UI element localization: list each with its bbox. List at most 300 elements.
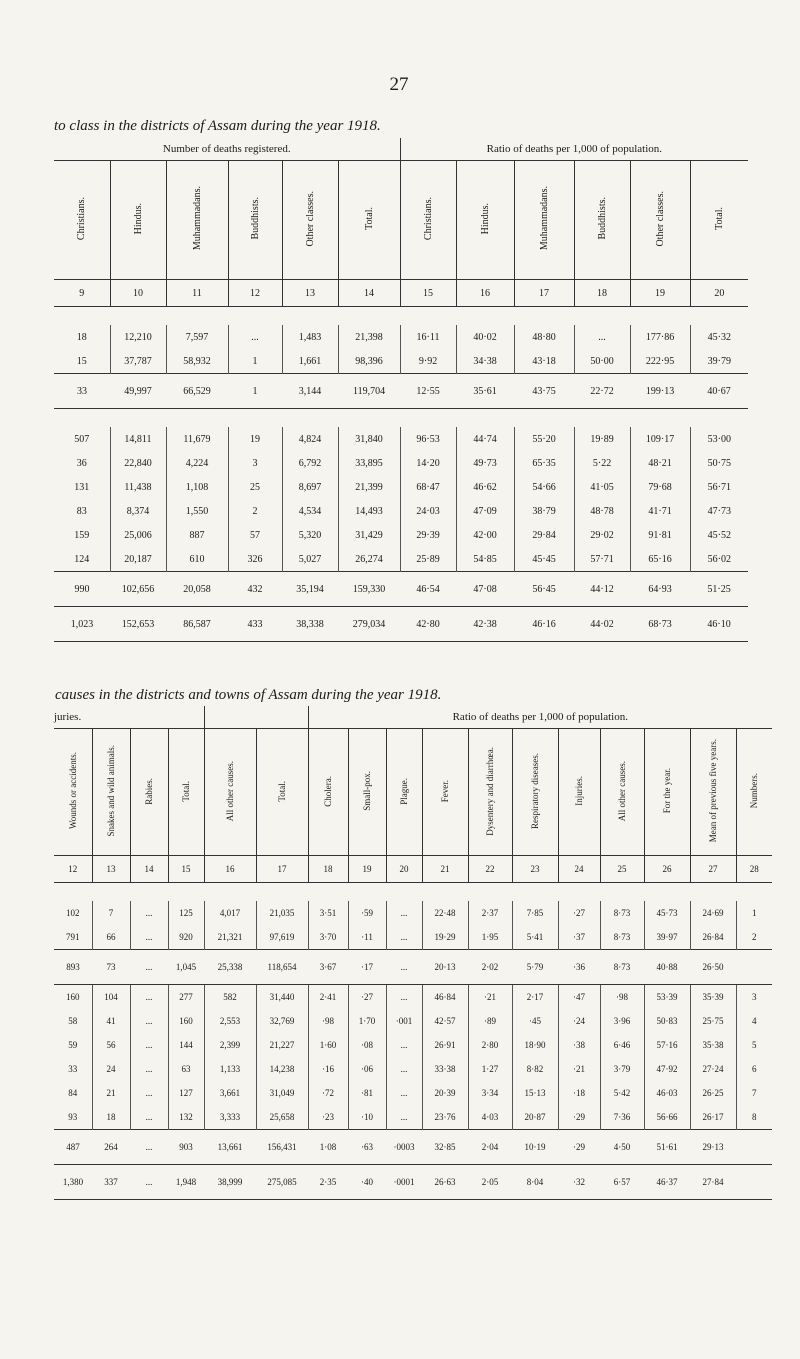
table-cell: ·37: [558, 925, 600, 950]
table-cell: 47·09: [456, 499, 514, 523]
table-cell: 33·38: [422, 1057, 468, 1081]
table-cell: 11,438: [110, 475, 166, 499]
table-cell: 38,999: [204, 1165, 256, 1200]
table-cell: 40·02: [456, 325, 514, 349]
table-row: [54, 427, 748, 451]
column-header: [736, 729, 772, 856]
table-cell: 5·79: [512, 950, 558, 985]
column-header: [422, 729, 468, 856]
table-cell: 44·12: [574, 572, 630, 607]
table-cell: 3·34: [468, 1081, 512, 1105]
table-cell: 19·29: [422, 925, 468, 950]
table-cell: 49,997: [110, 374, 166, 409]
table-cell: ·10: [348, 1105, 386, 1130]
table-cell: ·11: [348, 925, 386, 950]
table-row: [54, 901, 772, 925]
table-cell: 55·20: [514, 427, 574, 451]
column-header-label: Small-pox.: [362, 771, 373, 811]
table-cell: 14,238: [256, 1057, 308, 1081]
table-cell: 2·04: [468, 1130, 512, 1165]
table-cell: 57·16: [644, 1033, 690, 1057]
column-header: [644, 729, 690, 856]
table-cell: 33: [68, 1064, 78, 1074]
table-cell: 50·75: [690, 451, 748, 475]
table-cell: ·24: [558, 1009, 600, 1033]
table-cell: 26·84: [690, 925, 736, 950]
table-cell: 35·61: [456, 374, 514, 409]
table-cell: ·47: [558, 985, 600, 1010]
table-cell: 7·36: [600, 1105, 644, 1130]
column-header-label: Total.: [277, 780, 288, 802]
table-cell: ...: [228, 325, 282, 349]
column-number: 25: [600, 856, 644, 883]
table-cell: 66: [92, 925, 130, 950]
table-cell: ·21: [558, 1057, 600, 1081]
table-cell: 152,653: [110, 607, 166, 642]
table-cell: 5: [736, 1033, 772, 1057]
column-number: 23: [512, 856, 558, 883]
table-row: [54, 925, 772, 950]
table-cell: 8·82: [512, 1057, 558, 1081]
table-cell: ·16: [308, 1057, 348, 1081]
table-cell: 160: [168, 1009, 204, 1033]
table-cell: 44·74: [456, 427, 514, 451]
table-cell: 35,194: [282, 572, 338, 607]
column-header-label: Christians.: [76, 196, 88, 241]
table-row: [54, 547, 748, 572]
table-cell: 51·25: [690, 572, 748, 607]
column-header: [110, 161, 166, 280]
table-cell: 8,374: [110, 499, 166, 523]
table-row: [54, 985, 772, 1010]
table-cell: 54·66: [514, 475, 574, 499]
table-cell: 48·80: [514, 325, 574, 349]
table-cell: 57·71: [574, 547, 630, 572]
table-cell: 26·17: [690, 1105, 736, 1130]
column-header-label: Hindus.: [479, 202, 491, 235]
table-cell: 26·50: [690, 950, 736, 985]
table-cell: 68·47: [400, 475, 456, 499]
table-cell: 46·37: [644, 1165, 690, 1200]
table-cell: 24: [92, 1057, 130, 1081]
table-cell: 39·79: [690, 349, 748, 374]
table-cell: ·001: [386, 1009, 422, 1033]
table-cell: ...: [130, 1009, 168, 1033]
table-cell: 63: [168, 1057, 204, 1081]
table-cell: ·29: [558, 1105, 600, 1130]
column-header: [204, 729, 256, 856]
table-cell: 24·69: [690, 901, 736, 925]
column-header: [558, 729, 600, 856]
column-number: 12: [228, 280, 282, 307]
table-cell: 42·57: [422, 1009, 468, 1033]
table-cell: 1·95: [468, 925, 512, 950]
column-number: 14: [338, 280, 400, 307]
column-header-label: All other causes.: [617, 760, 628, 822]
table-cell: 14,493: [338, 499, 400, 523]
table-cell: 59: [68, 1040, 78, 1050]
table-cell: 6: [736, 1057, 772, 1081]
column-header: [386, 729, 422, 856]
table-cell: ·59: [348, 901, 386, 925]
table-cell: 23·76: [422, 1105, 468, 1130]
table-cell: 6·57: [600, 1165, 644, 1200]
column-number: 12: [54, 856, 92, 883]
table-cell: 34·38: [456, 349, 514, 374]
table-cell: 432: [228, 572, 282, 607]
table-cell: 53·00: [690, 427, 748, 451]
column-header: [130, 729, 168, 856]
table-cell: 20,187: [110, 547, 166, 572]
table-cell: 10·19: [512, 1130, 558, 1165]
table-cell: 893: [54, 950, 92, 985]
table-cell: ·23: [308, 1105, 348, 1130]
column-number: 14: [130, 856, 168, 883]
table-cell: ...: [386, 1033, 422, 1057]
column-number: 19: [348, 856, 386, 883]
table-cell: 33: [54, 374, 110, 409]
column-header-label: Respiratory diseases.: [530, 753, 541, 829]
table-cell: ...: [130, 1165, 168, 1200]
table-cell: 29·02: [574, 523, 630, 547]
table-cell: 4,534: [282, 499, 338, 523]
table-cell: 22,840: [110, 451, 166, 475]
table-cell: 222·95: [630, 349, 690, 374]
table-cell: 4: [736, 1009, 772, 1033]
table-cell: 1·70: [348, 1009, 386, 1033]
table-cell: 40·88: [644, 950, 690, 985]
table-cell: 7,597: [166, 325, 228, 349]
table-cell: 7: [736, 1081, 772, 1105]
table-cell: ·08: [348, 1033, 386, 1057]
table-cell: [736, 1165, 772, 1200]
column-header: [338, 161, 400, 280]
table-cell: [736, 1130, 772, 1165]
table-cell: 29·84: [514, 523, 574, 547]
table-cell: ·36: [558, 950, 600, 985]
table-cell: 25,658: [256, 1105, 308, 1130]
table-cell: ...: [386, 925, 422, 950]
column-header: [166, 161, 228, 280]
table-cell: ·81: [348, 1081, 386, 1105]
column-number: 20: [690, 280, 748, 307]
table-cell: ·32: [558, 1165, 600, 1200]
column-header: [400, 161, 456, 280]
table-cell: 1,133: [204, 1057, 256, 1081]
table-cell: 2·37: [468, 901, 512, 925]
table-cell: 15: [76, 355, 87, 367]
deaths-by-cause-table: [54, 706, 772, 1200]
table-cell: ...: [386, 1105, 422, 1130]
column-number: 16: [204, 856, 256, 883]
table-cell: 4,017: [204, 901, 256, 925]
top-table-heading: to class in the districts of Assam during the year 1918.: [54, 118, 381, 134]
group-header-ratio-causes: Ratio of deaths per 1,000 of population.: [308, 706, 772, 729]
column-number: 26: [644, 856, 690, 883]
column-header-label: Dysentery and diarrhœa.: [485, 746, 496, 836]
column-header-label: Mean of previous five years.: [708, 739, 719, 843]
table-cell: 65·35: [514, 451, 574, 475]
column-header-label: Muhammadans.: [191, 186, 203, 251]
table-cell: 125: [168, 901, 204, 925]
table-cell: ·98: [600, 985, 644, 1010]
table-cell: 3·96: [600, 1009, 644, 1033]
table-cell: 1,045: [168, 950, 204, 985]
table-cell: 41: [92, 1009, 130, 1033]
column-number: 15: [168, 856, 204, 883]
column-header-label: Plague.: [399, 777, 410, 805]
table-cell: ...: [574, 325, 630, 349]
column-header-label: Rabies.: [144, 777, 154, 805]
table-cell: 33,895: [338, 451, 400, 475]
table-cell: 102: [66, 908, 80, 918]
table-cell: 47·08: [456, 572, 514, 607]
table-cell: 18: [92, 1105, 130, 1130]
column-header: [630, 161, 690, 280]
table-cell: ...: [130, 901, 168, 925]
table-cell: 1·60: [308, 1033, 348, 1057]
table-cell: 118,654: [256, 950, 308, 985]
table-cell: 97,619: [256, 925, 308, 950]
table-cell: 1,661: [282, 349, 338, 374]
column-header-label: Numbers.: [749, 773, 760, 809]
table-cell: 3,333: [204, 1105, 256, 1130]
table-row: [54, 607, 748, 642]
table-cell: 20·13: [422, 950, 468, 985]
table-cell: 27·24: [690, 1057, 736, 1081]
table-cell: 83: [76, 505, 87, 517]
table-cell: 51·61: [644, 1130, 690, 1165]
table-cell: 2: [228, 499, 282, 523]
column-header: [54, 729, 92, 856]
column-number: 16: [456, 280, 514, 307]
table-cell: 45·45: [514, 547, 574, 572]
table-cell: 6,792: [282, 451, 338, 475]
bottom-table-heading: causes in the districts and towns of Assam during the year 1918.: [55, 687, 442, 703]
table-cell: 19: [228, 427, 282, 451]
table-cell: 16·11: [400, 325, 456, 349]
table-cell: 42·38: [456, 607, 514, 642]
column-header: [256, 729, 308, 856]
table-cell: 58: [68, 1016, 78, 1026]
table-cell: 91·81: [630, 523, 690, 547]
table-cell: ...: [386, 950, 422, 985]
table-cell: 21,227: [256, 1033, 308, 1057]
table-cell: ·72: [308, 1081, 348, 1105]
table-cell: 48·21: [630, 451, 690, 475]
table-cell: ...: [130, 1057, 168, 1081]
table-cell: 275,085: [256, 1165, 308, 1200]
column-header: [54, 161, 110, 280]
column-number: 24: [558, 856, 600, 883]
column-header-label: All other causes.: [225, 760, 236, 822]
table-row: [54, 349, 748, 374]
table-cell: ...: [130, 1081, 168, 1105]
column-header-label: Hindus.: [132, 202, 144, 235]
table-cell: 156,431: [256, 1130, 308, 1165]
table-cell: 93: [68, 1112, 78, 1122]
table-cell: ·18: [558, 1081, 600, 1105]
table-cell: 2·80: [468, 1033, 512, 1057]
table-cell: 1,483: [282, 325, 338, 349]
table-cell: 7: [92, 901, 130, 925]
table-cell: 5·42: [600, 1081, 644, 1105]
table-cell: 2·41: [308, 985, 348, 1010]
table-cell: 433: [228, 607, 282, 642]
column-header-label: Total.: [713, 207, 725, 230]
column-header-label: For the year.: [662, 768, 673, 814]
table-cell: 47·73: [690, 499, 748, 523]
table-cell: ·40: [348, 1165, 386, 1200]
table-cell: ...: [130, 925, 168, 950]
table-cell: 64·93: [630, 572, 690, 607]
table-row: [54, 1165, 772, 1200]
table-cell: 3·67: [308, 950, 348, 985]
table-cell: 35·39: [690, 985, 736, 1010]
table-cell: 2·05: [468, 1165, 512, 1200]
table-cell: ·27: [558, 901, 600, 925]
table-cell: ...: [130, 1130, 168, 1165]
table-cell: 279,034: [338, 607, 400, 642]
table-cell: 32,769: [256, 1009, 308, 1033]
column-number: 19: [630, 280, 690, 307]
table-cell: 25,006: [110, 523, 166, 547]
table-cell: 887: [166, 523, 228, 547]
column-header: [282, 161, 338, 280]
table-cell: 507: [74, 433, 90, 445]
spacer-row: [54, 883, 772, 902]
table-cell: 15·13: [512, 1081, 558, 1105]
table-cell: 41·71: [630, 499, 690, 523]
table-cell: 49·73: [456, 451, 514, 475]
table-cell: 46·84: [422, 985, 468, 1010]
table-cell: 1,108: [166, 475, 228, 499]
table-cell: 42·00: [456, 523, 514, 547]
table-cell: 46·16: [514, 607, 574, 642]
table-cell: 791: [66, 932, 80, 942]
table-cell: 20·87: [512, 1105, 558, 1130]
column-header-label: Snakes and wild animals.: [106, 745, 116, 837]
column-header: [348, 729, 386, 856]
table-cell: 3: [228, 451, 282, 475]
table-cell: ...: [386, 985, 422, 1010]
table-cell: ·89: [468, 1009, 512, 1033]
spacer-row: [54, 409, 748, 428]
table-cell: ·27: [348, 985, 386, 1010]
column-header: [574, 161, 630, 280]
table-cell: 35·38: [690, 1033, 736, 1057]
table-cell: 13,661: [204, 1130, 256, 1165]
table-cell: ·0003: [386, 1130, 422, 1165]
table-cell: 109·17: [630, 427, 690, 451]
table-cell: 46·62: [456, 475, 514, 499]
table-cell: 2: [736, 925, 772, 950]
table-cell: 487: [54, 1130, 92, 1165]
table-row: [54, 1130, 772, 1165]
table-cell: 41·05: [574, 475, 630, 499]
column-number: 15: [400, 280, 456, 307]
table-cell: 124: [74, 553, 90, 565]
table-cell: 42·80: [400, 607, 456, 642]
table-cell: 26,274: [338, 547, 400, 572]
table-cell: 58,932: [166, 349, 228, 374]
table-cell: 4·03: [468, 1105, 512, 1130]
table-cell: 5·41: [512, 925, 558, 950]
table-cell: 277: [168, 985, 204, 1010]
table-row: [54, 499, 748, 523]
table-cell: 26·91: [422, 1033, 468, 1057]
table-cell: 5·22: [574, 451, 630, 475]
table-cell: 44·02: [574, 607, 630, 642]
table-cell: 56·66: [644, 1105, 690, 1130]
table-cell: 27·84: [690, 1165, 736, 1200]
table-cell: 29·39: [400, 523, 456, 547]
table-cell: 131: [74, 481, 90, 493]
table-row: [54, 374, 748, 409]
table-cell: 7·85: [512, 901, 558, 925]
table-cell: 159: [74, 529, 90, 541]
table-cell: 8,697: [282, 475, 338, 499]
table-cell: 56·45: [514, 572, 574, 607]
column-header: [92, 729, 130, 856]
table-cell: 2,553: [204, 1009, 256, 1033]
table-cell: 26·63: [422, 1165, 468, 1200]
table-cell: [736, 950, 772, 985]
table-cell: 2,399: [204, 1033, 256, 1057]
column-number: 9: [54, 280, 110, 307]
column-header: [468, 729, 512, 856]
table-cell: 25·89: [400, 547, 456, 572]
column-header-label: Total.: [181, 780, 191, 802]
table-cell: 3·70: [308, 925, 348, 950]
table-row: [54, 1033, 772, 1057]
table-cell: 3: [736, 985, 772, 1010]
table-cell: 12,210: [110, 325, 166, 349]
table-cell: ...: [386, 1057, 422, 1081]
column-header: [690, 729, 736, 856]
column-number: 17: [514, 280, 574, 307]
table-cell: 1,550: [166, 499, 228, 523]
column-number: 18: [308, 856, 348, 883]
table-cell: ·0001: [386, 1165, 422, 1200]
table-cell: 4·50: [600, 1130, 644, 1165]
table-cell: ...: [386, 1081, 422, 1105]
column-header: [168, 729, 204, 856]
column-header-label: Muhammadans.: [538, 186, 550, 251]
table-cell: ·21: [468, 985, 512, 1010]
column-header-label: Injuries.: [574, 776, 585, 806]
table-cell: ·45: [512, 1009, 558, 1033]
table-cell: 57: [228, 523, 282, 547]
table-cell: 1: [228, 374, 282, 409]
table-cell: 3·51: [308, 901, 348, 925]
table-cell: 50·00: [574, 349, 630, 374]
deaths-by-class-table: [54, 138, 748, 642]
table-cell: 31,440: [256, 985, 308, 1010]
table-cell: 21,398: [338, 325, 400, 349]
table-cell: 14,811: [110, 427, 166, 451]
column-number: 11: [166, 280, 228, 307]
group-header-injuries: juries.: [54, 706, 204, 729]
table-row: [54, 1105, 772, 1130]
column-number: 28: [736, 856, 772, 883]
group-header-blank: [204, 706, 308, 729]
table-cell: 3,144: [282, 374, 338, 409]
table-cell: 18·90: [512, 1033, 558, 1057]
table-cell: 86,587: [166, 607, 228, 642]
table-cell: 68·73: [630, 607, 690, 642]
table-cell: 4,224: [166, 451, 228, 475]
